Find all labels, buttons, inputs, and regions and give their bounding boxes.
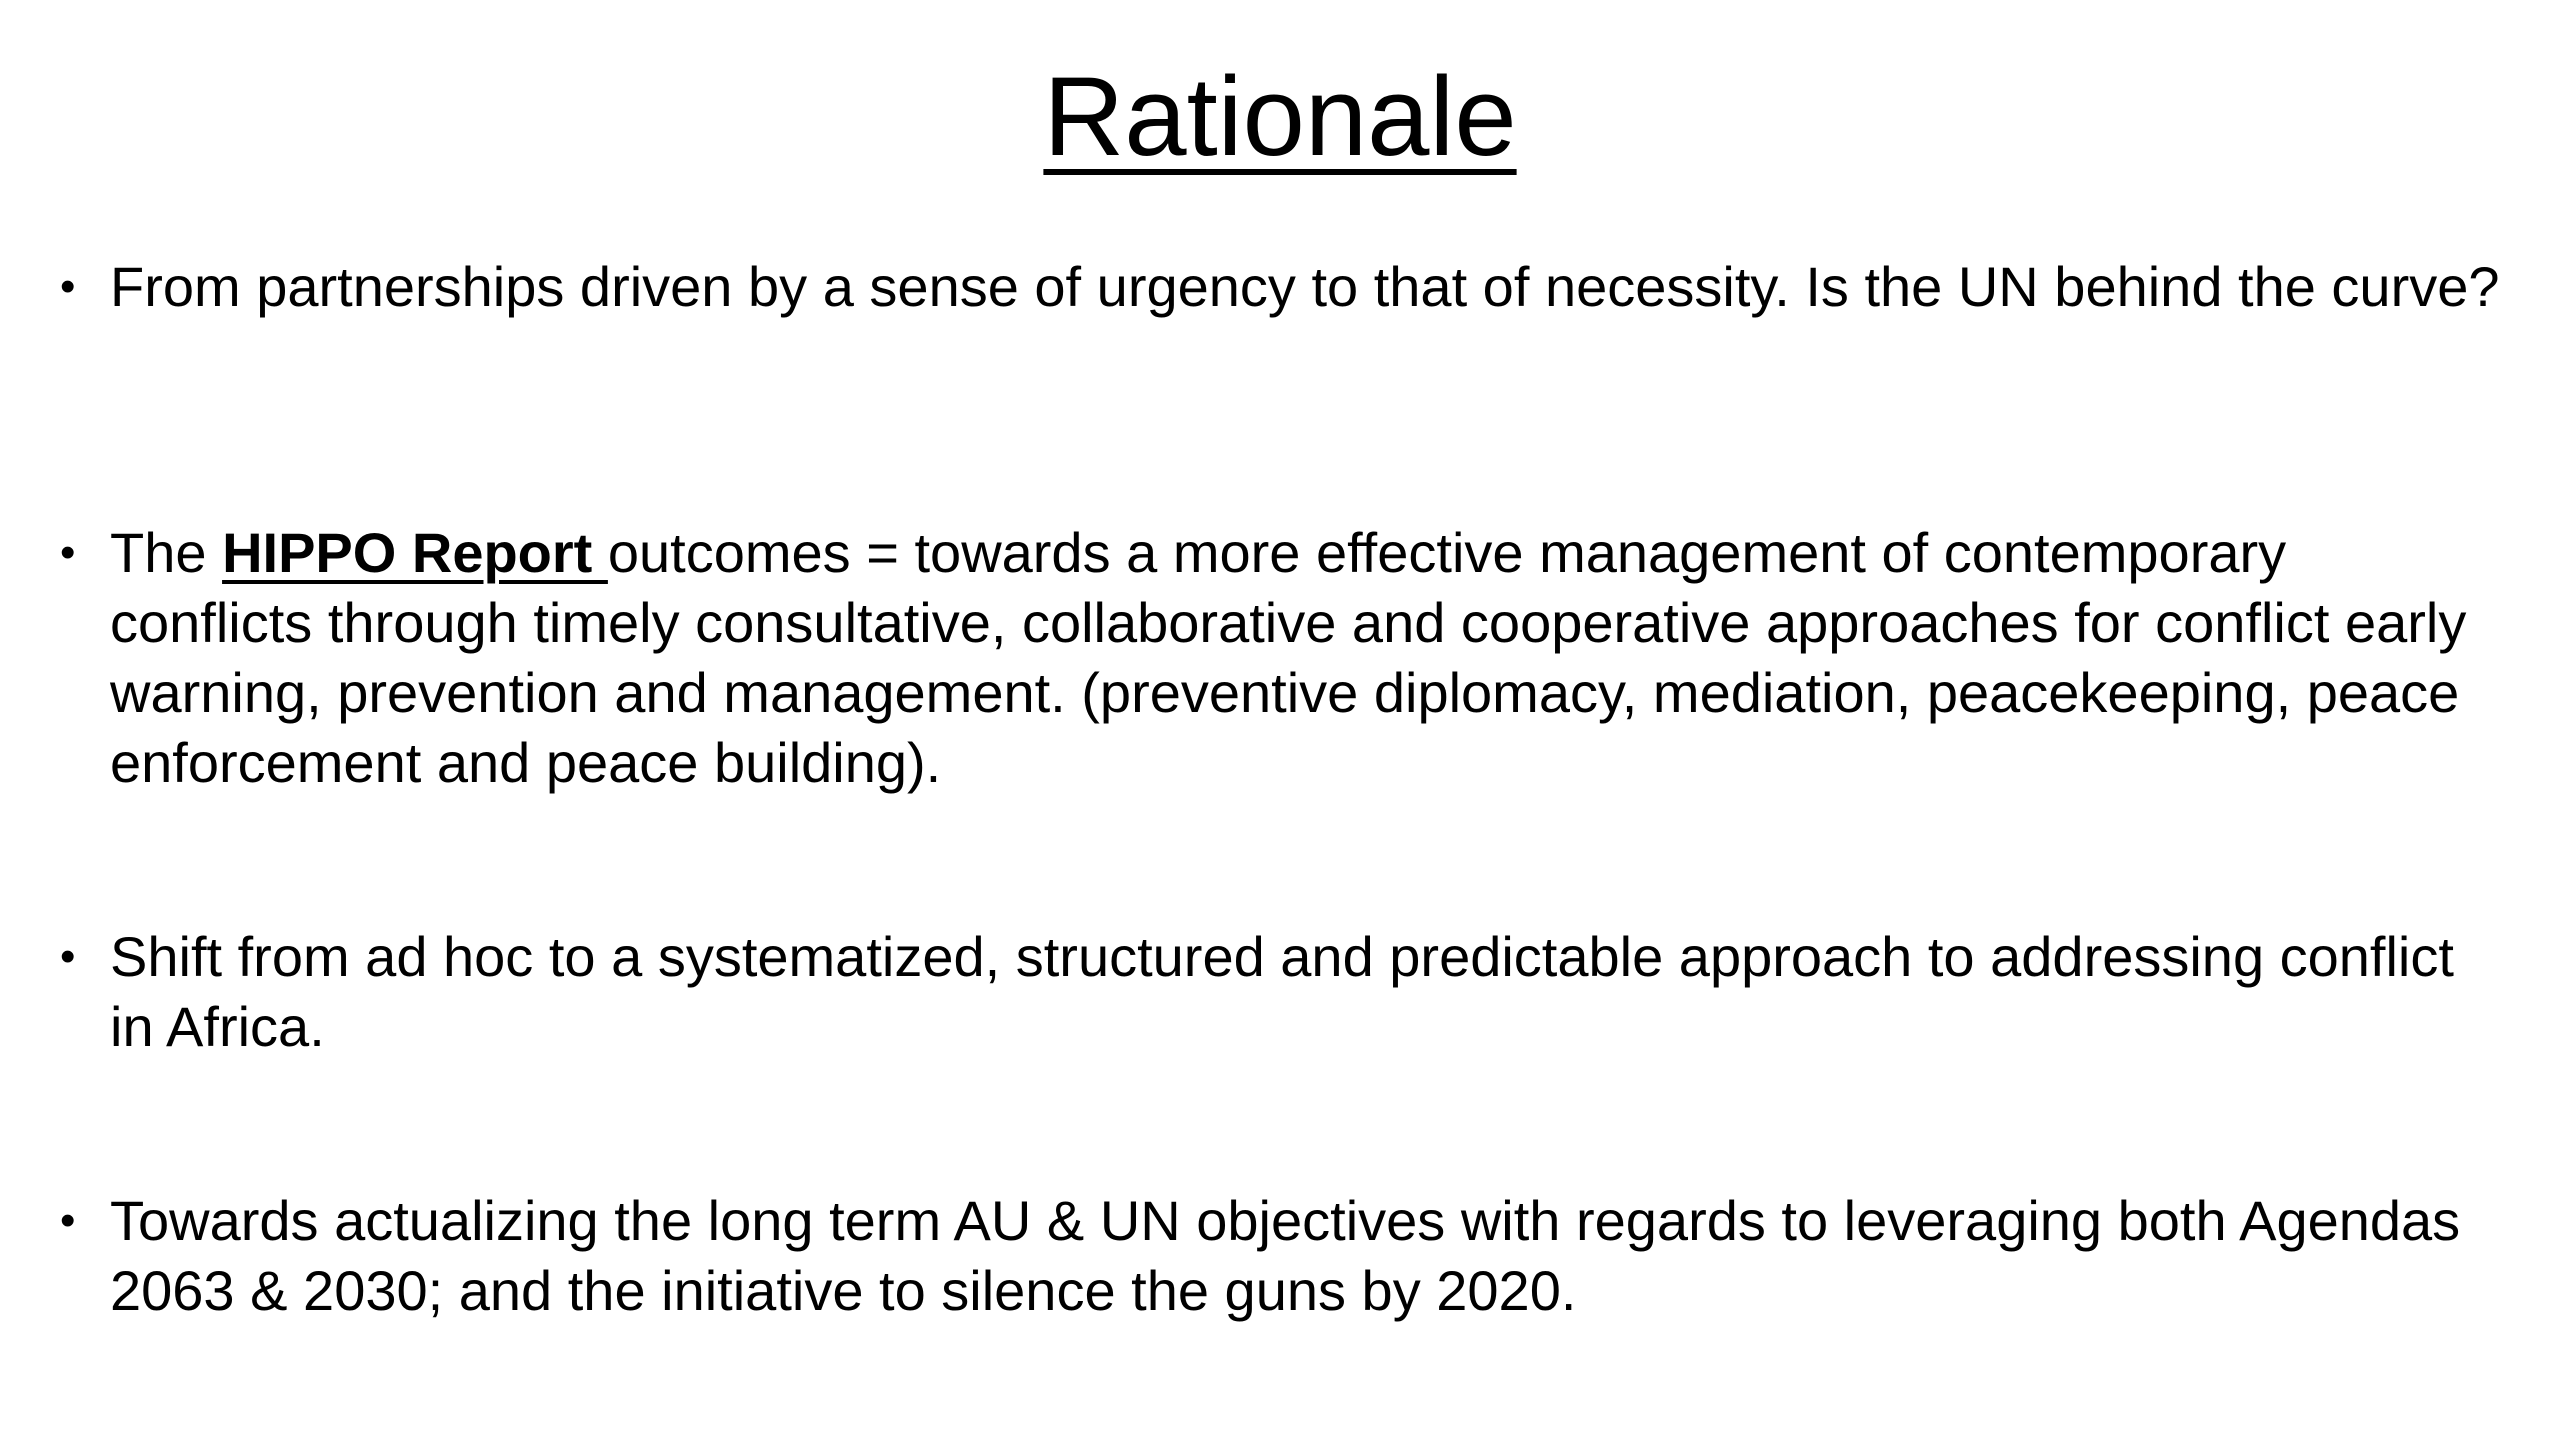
bullet-text: Shift from ad hoc to a systematized, structured and predictable approach to addressing conflict in Africa. bbox=[110, 925, 2454, 1058]
bullet-text-suffix: outcomes = towards a more effective management of contemporary conflicts through timely consultative, collaborative and cooperative approaches for conflict early warning, prevention and management. (preventive diplomacy, mediation, peacekeeping, peace enforcement and peace building). bbox=[110, 521, 2467, 794]
bullet-dot-icon: • bbox=[60, 262, 76, 311]
hippo-report-highlight: HIPPO Report bbox=[222, 521, 608, 584]
slide-title-text: Rationale bbox=[1043, 54, 1517, 179]
bullet-dot-icon: • bbox=[60, 1196, 76, 1245]
bullet-dot-icon: • bbox=[60, 932, 76, 981]
bullet-item bbox=[60, 1186, 2500, 1326]
bullet-item bbox=[60, 922, 2500, 1062]
bullet-item bbox=[60, 252, 2500, 322]
bullet-item bbox=[60, 518, 2500, 798]
slide-title bbox=[0, 42, 2560, 192]
bullet-dot-icon: • bbox=[60, 528, 76, 577]
bullet-text: From partnerships driven by a sense of urgency to that of necessity. Is the UN behind the curve? bbox=[110, 255, 2500, 318]
bullet-text-prefix: The bbox=[110, 521, 223, 584]
bullet-text bbox=[110, 518, 2500, 798]
bullet-text: Towards actualizing the long term AU & UN objectives with regards to leveraging both Agendas 2063 & 2030; and the initiative to silence the guns by 2020. bbox=[110, 1189, 2461, 1322]
